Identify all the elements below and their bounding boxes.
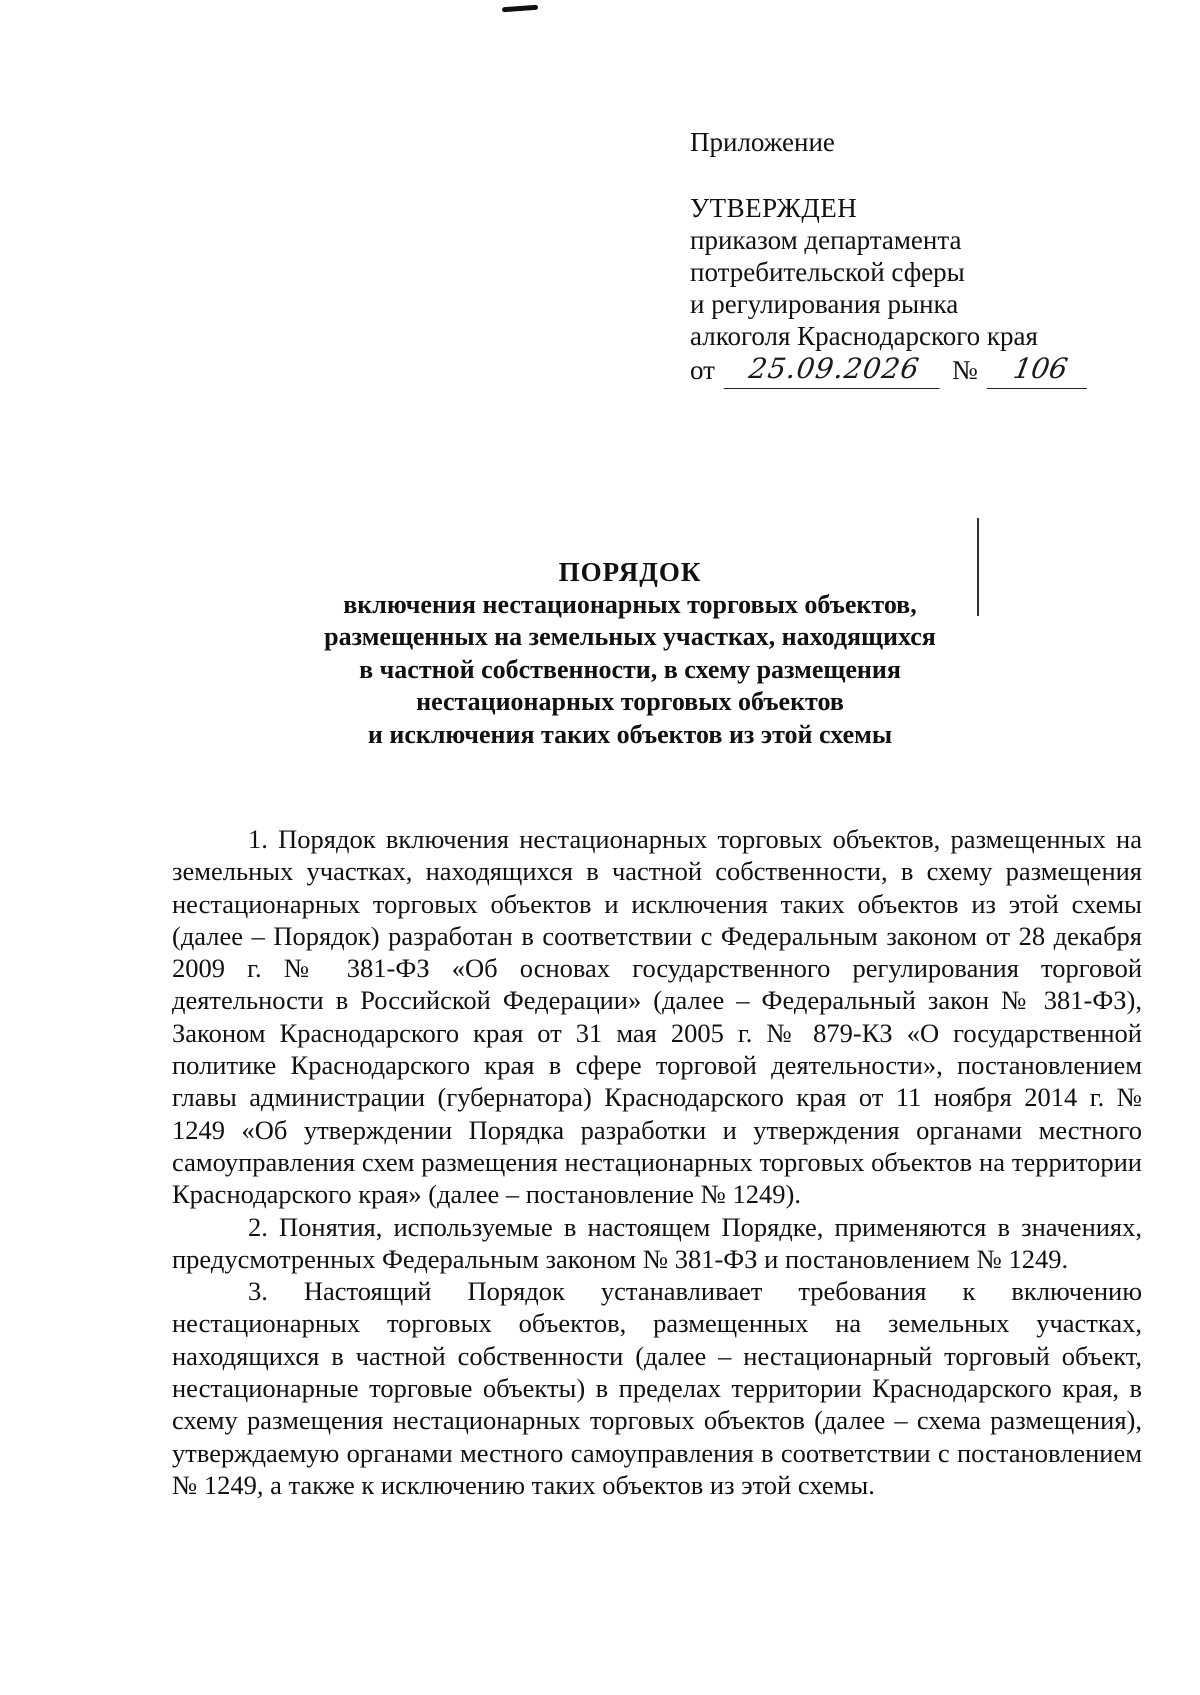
from-label: от	[690, 355, 715, 385]
title-line: и исключения таких объектов из этой схемы	[367, 719, 893, 749]
handwritten-number: 106	[987, 354, 1093, 389]
approval-line: алкоголя Краснодарского края	[690, 321, 1038, 351]
paragraph-1: 1. Порядок включения нестационарных торговых объектов, размещенных на земельных участках, находящихся в частной собственности, в схему размещения нестационарных торговых объектов и исключения таких объектов из этой схемы (далее – Порядок) разработан в соответствии с Федеральным законом от 28 декабря 2009 г. № 381-ФЗ «Об основах государственного регулирования торговой деятельности в Российской Федерации» (далее – Федеральный закон № 381-ФЗ), Законом Краснодарского края от 31 мая 2005 г. № 879-КЗ «О государственной политике Краснодарского края в сфере торговой деятельности», постановлением главы администрации (губернатора) Краснодарского края от 11 ноября 2014 г. № 1249 «Об утверждении Порядка разработки и утверждения органами местного самоуправления схем размещения нестационарных торговых объектов на территории Краснодарского края» (далее – постановление № 1249).	[172, 824, 1142, 1210]
document-body	[172, 823, 1142, 1501]
title-line: размещенных на земельных участках, находящихся	[324, 622, 936, 651]
title-line: нестационарных торговых объектов	[416, 687, 844, 716]
handwritten-date: 25.09.2026	[724, 354, 945, 389]
order-date-row	[690, 354, 1130, 390]
approval-block	[690, 126, 1130, 390]
scan-mark	[502, 5, 538, 12]
appendix-label: Приложение	[690, 127, 835, 157]
document-title	[200, 556, 1060, 751]
approval-line: приказом департамента	[690, 225, 962, 255]
number-label: №	[952, 355, 978, 385]
paragraph-2: 2. Понятия, используемые в настоящем Порядке, применяются в значениях, предусмотренных Федеральным законом № 381-ФЗ и постановлением № 1249.	[172, 1211, 1142, 1274]
paragraph-3: 3. Настоящий Порядок устанавливает требования к включению нестационарных торговых объектов, размещенных на земельных участках, находящихся в частной собственности (далее – нестационарный торговый объект, нестационарные торговые объекты) в пределах территории Краснодарского края, в схему размещения нестационарных торговых объектов (далее – схема размещения), утверждаемую органами местного самоуправления в соответствии с постановлением № 1249, а также к исключению таких объектов из этой схемы.	[172, 1276, 1142, 1500]
title-main: ПОРЯДОК	[558, 557, 702, 587]
title-line: включения нестационарных торговых объектов,	[343, 589, 917, 619]
title-line: в частной собственности, в схему размещения	[359, 654, 901, 684]
approval-line: потребительской сферы	[690, 257, 965, 287]
approval-line: и регулирования рынка	[690, 289, 959, 319]
approved-label: УТВЕРЖДЕН	[690, 193, 858, 223]
